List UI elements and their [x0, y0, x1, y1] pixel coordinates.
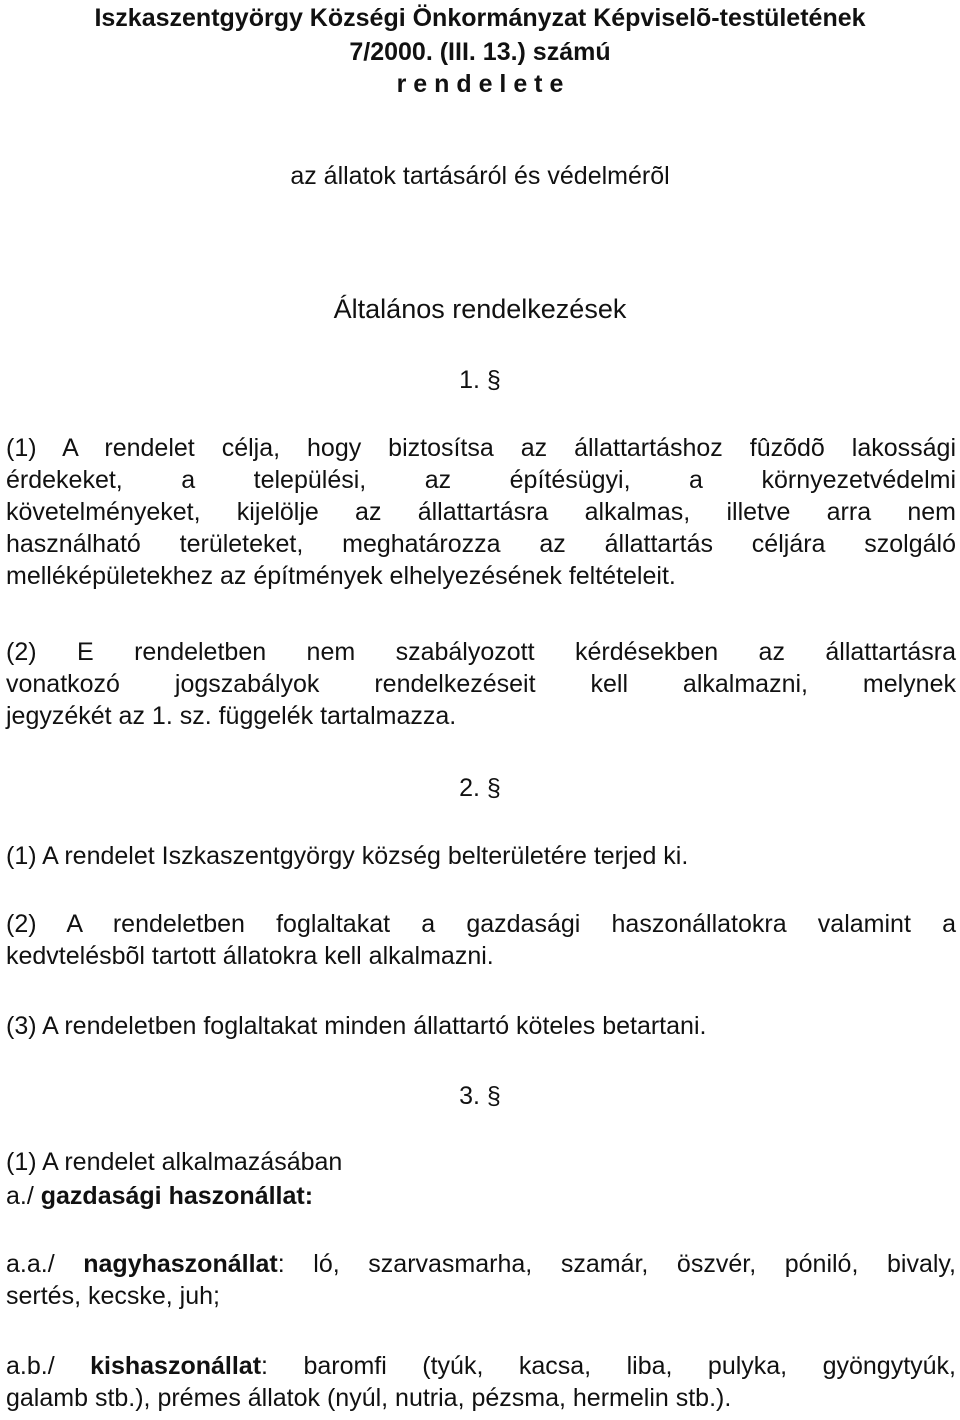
section-number-3: 3. § [459, 1082, 501, 1110]
definition-text: : baromfi (tyúk, kacsa, liba, pulyka, gyöngytyúk, [261, 1352, 957, 1380]
document-subtitle: az állatok tartásáról és védelmérõl [290, 162, 670, 190]
section-number-1: 1. § [459, 366, 501, 394]
paragraph-line: követelményeket, kijelölje az állattartásra alkalmas, illetve arra nem [6, 498, 956, 526]
paragraph-line: (3) A rendeletben foglaltakat minden állattartó köteles betartani. [6, 1012, 707, 1040]
section-number-2: 2. § [459, 774, 501, 802]
section-1-paragraph-1 [6, 432, 956, 592]
document-title-line-2: 7/2000. (III. 13.) számú [349, 38, 611, 66]
defined-term: gazdasági haszonállat: [40, 1182, 314, 1210]
paragraph-line: vonatkozó jogszabályok rendelkezéseit kell alkalmazni, melynek [6, 670, 956, 698]
item-prefix: a./ [6, 1182, 41, 1210]
definition-item-a [6, 1180, 956, 1212]
definition-item-ab [6, 1350, 956, 1414]
paragraph-line: (2) A rendeletben foglaltakat a gazdasági haszonállatokra valamint a [6, 910, 956, 938]
item-prefix: a.b./ [6, 1352, 91, 1380]
section-2-paragraph-3 [6, 1010, 956, 1042]
paragraph-line: galamb stb.), prémes állatok (nyúl, nutria, pézsma, hermelin stb.). [6, 1384, 732, 1412]
document-title-line-1: Iszkaszentgyörgy Községi Önkormányzat Képviselõ-testületének [94, 4, 866, 32]
paragraph-line: melléképületekhez az építmények elhelyezésének feltételeit. [6, 562, 676, 590]
section-2-paragraph-1 [6, 840, 956, 872]
paragraph-line [6, 1350, 956, 1382]
definition-text: : ló, szarvasmarha, szamár, öszvér, póniló, bivaly, [277, 1250, 956, 1278]
paragraph-line: sertés, kecske, juh; [6, 1282, 220, 1310]
defined-term: kishaszonállat [90, 1352, 262, 1380]
paragraph-line [6, 1248, 956, 1280]
document-title-line-3: r e n d e l e t e [396, 70, 564, 98]
section-3-intro: (1) A rendelet alkalmazásában [6, 1148, 343, 1176]
paragraph-line: (1) A rendelet Iszkaszentgyörgy község belterületére terjed ki. [6, 842, 689, 870]
defined-term: nagyhaszonállat [83, 1250, 278, 1278]
paragraph-line: használható területeket, meghatározza az állattartás céljára szolgáló [6, 530, 956, 558]
section-1-paragraph-2 [6, 636, 956, 732]
chapter-title: Általános rendelkezések [333, 294, 627, 324]
paragraph-line: (2) E rendeletben nem szabályozott kérdésekben az állattartásra [6, 638, 956, 666]
definition-item-aa [6, 1248, 956, 1312]
item-prefix: a.a./ [6, 1250, 84, 1278]
section-2-paragraph-2 [6, 908, 956, 972]
paragraph-line: jegyzékét az 1. sz. függelék tartalmazza. [6, 702, 457, 730]
paragraph-line: kedvtelésbõl tartott állatokra kell alkalmazni. [6, 942, 494, 970]
paragraph-line: érdekeket, a települési, az építésügyi, a környezetvédelmi [6, 466, 956, 494]
paragraph-line: (1) A rendelet célja, hogy biztosítsa az állattartáshoz fûzõdõ lakossági [6, 434, 956, 462]
